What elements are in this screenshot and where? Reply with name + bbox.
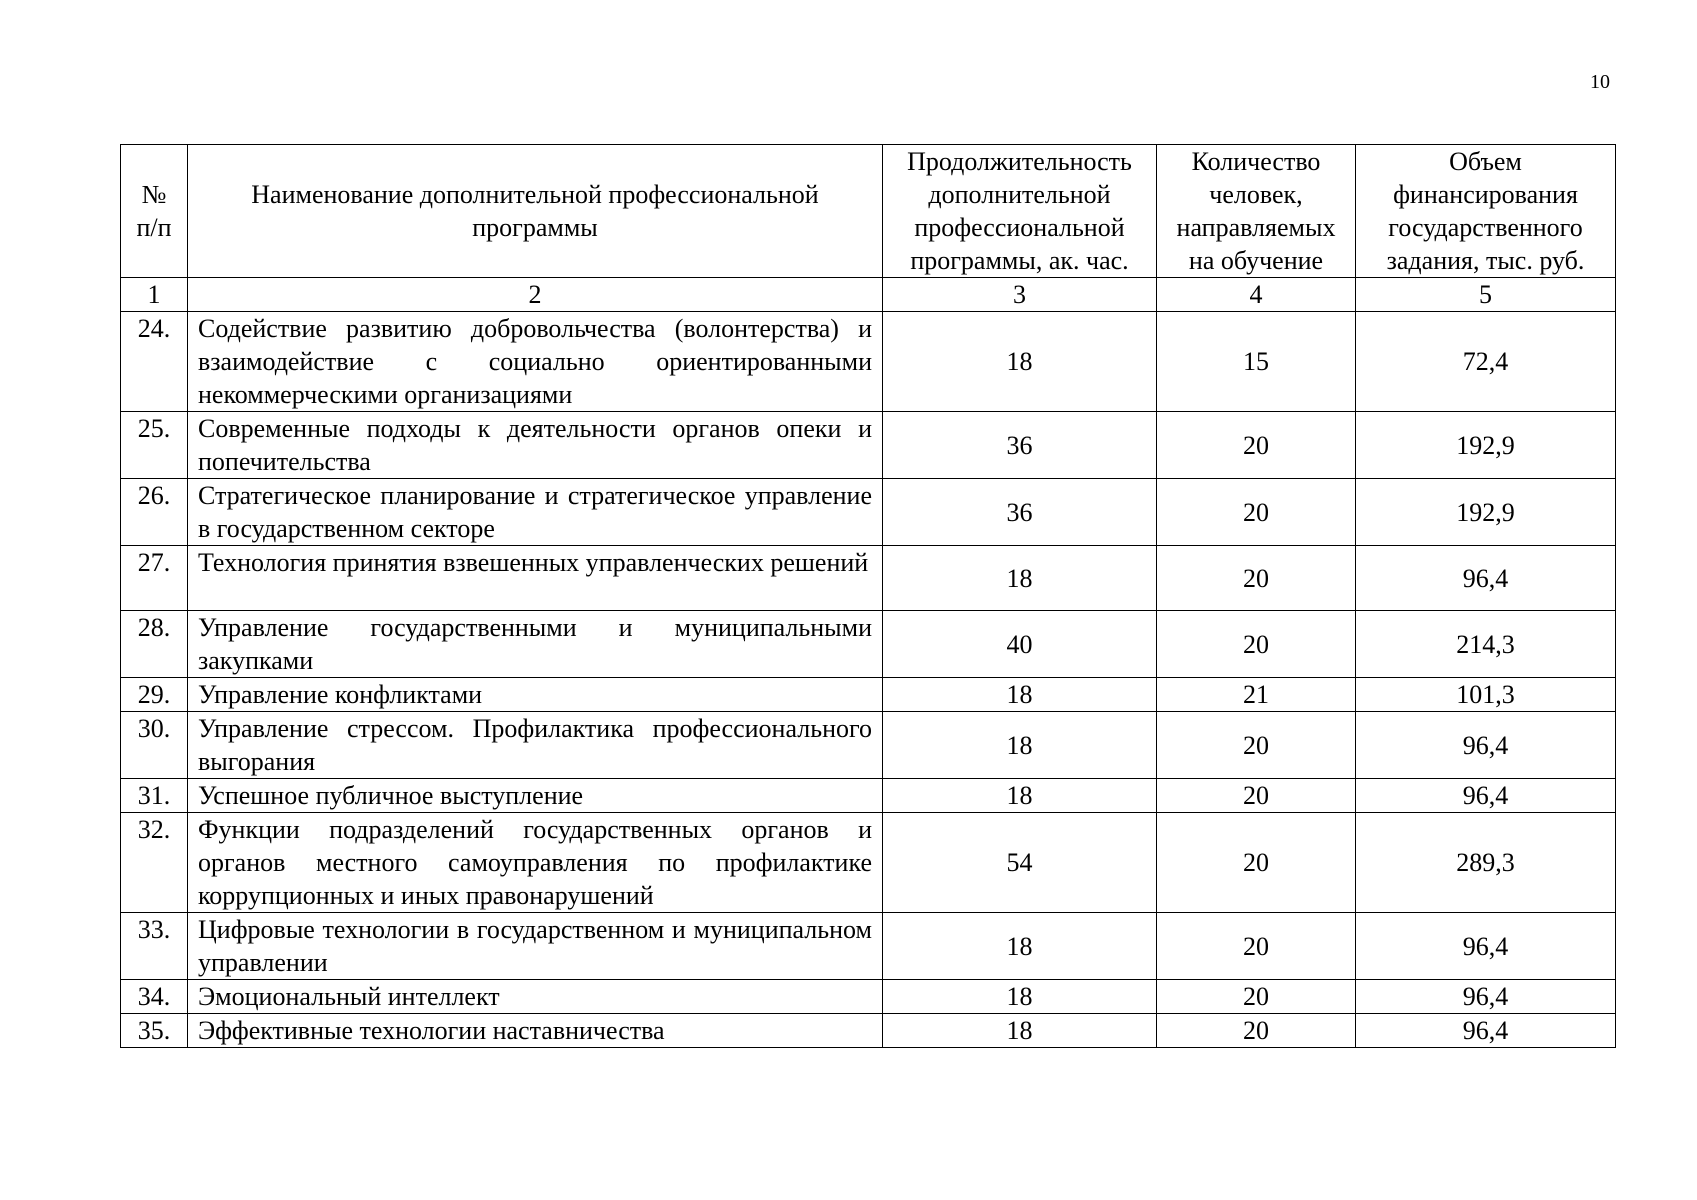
table-row <box>121 611 1616 678</box>
row-number: 26. <box>121 479 188 546</box>
header-program-name: Наименование дополнительной профессиональной программы <box>188 145 883 278</box>
row-number: 29. <box>121 678 188 712</box>
people-count: 20 <box>1157 712 1356 779</box>
program-name: Управление конфликтами <box>188 678 883 712</box>
people-count: 20 <box>1157 980 1356 1014</box>
program-name: Стратегическое планирование и стратегическое управление в государственном секторе <box>188 479 883 546</box>
funding-amount: 96,4 <box>1356 980 1616 1014</box>
table-row <box>121 546 1616 611</box>
funding-amount: 192,9 <box>1356 479 1616 546</box>
row-number: 33. <box>121 913 188 980</box>
duration-hours: 40 <box>883 611 1157 678</box>
people-count: 20 <box>1157 779 1356 813</box>
program-name: Функции подразделений государственных органов и органов местного самоуправления по профилактике коррупционных и иных правонарушений <box>188 813 883 913</box>
duration-hours: 36 <box>883 479 1157 546</box>
table-row <box>121 412 1616 479</box>
people-count: 20 <box>1157 412 1356 479</box>
program-name: Эффективные технологии наставничества <box>188 1014 883 1048</box>
duration-hours: 18 <box>883 546 1157 611</box>
table-row <box>121 678 1616 712</box>
row-number: 30. <box>121 712 188 779</box>
duration-hours: 18 <box>883 779 1157 813</box>
duration-hours: 36 <box>883 412 1157 479</box>
funding-amount: 96,4 <box>1356 913 1616 980</box>
people-count: 20 <box>1157 913 1356 980</box>
funding-amount: 96,4 <box>1356 1014 1616 1048</box>
table-row <box>121 813 1616 913</box>
funding-amount: 96,4 <box>1356 546 1616 611</box>
duration-hours: 18 <box>883 678 1157 712</box>
table-row <box>121 980 1616 1014</box>
header-number: № п/п <box>121 145 188 278</box>
header-funding: Объем финансирования государственного задания, тыс. руб. <box>1356 145 1616 278</box>
column-number: 5 <box>1356 278 1616 312</box>
column-number: 3 <box>883 278 1157 312</box>
table-header-row <box>121 145 1616 278</box>
people-count: 20 <box>1157 1014 1356 1048</box>
column-number: 2 <box>188 278 883 312</box>
funding-amount: 289,3 <box>1356 813 1616 913</box>
column-number: 1 <box>121 278 188 312</box>
row-number: 25. <box>121 412 188 479</box>
program-name: Успешное публичное выступление <box>188 779 883 813</box>
programs-table <box>120 144 1616 1048</box>
duration-hours: 18 <box>883 1014 1157 1048</box>
table-row <box>121 1014 1616 1048</box>
people-count: 20 <box>1157 546 1356 611</box>
header-duration: Продолжительность дополнительной профессиональной программы, ак. час. <box>883 145 1157 278</box>
program-name: Управление стрессом. Профилактика профессионального выгорания <box>188 712 883 779</box>
header-people-count: Количество человек, направляемых на обучение <box>1157 145 1356 278</box>
row-number: 27. <box>121 546 188 611</box>
people-count: 20 <box>1157 611 1356 678</box>
funding-amount: 96,4 <box>1356 779 1616 813</box>
funding-amount: 192,9 <box>1356 412 1616 479</box>
duration-hours: 54 <box>883 813 1157 913</box>
people-count: 15 <box>1157 312 1356 412</box>
row-number: 31. <box>121 779 188 813</box>
program-name: Цифровые технологии в государственном и муниципальном управлении <box>188 913 883 980</box>
duration-hours: 18 <box>883 712 1157 779</box>
table-row <box>121 712 1616 779</box>
program-name: Управление государственными и муниципальными закупками <box>188 611 883 678</box>
column-number-row <box>121 278 1616 312</box>
column-number: 4 <box>1157 278 1356 312</box>
row-number: 32. <box>121 813 188 913</box>
funding-amount: 101,3 <box>1356 678 1616 712</box>
people-count: 20 <box>1157 479 1356 546</box>
funding-amount: 96,4 <box>1356 712 1616 779</box>
funding-amount: 214,3 <box>1356 611 1616 678</box>
page-number: 10 <box>1590 71 1610 93</box>
row-number: 35. <box>121 1014 188 1048</box>
duration-hours: 18 <box>883 312 1157 412</box>
duration-hours: 18 <box>883 980 1157 1014</box>
program-name: Содействие развитию добровольчества (волонтерства) и взаимодействие с социально ориентированными некоммерческими организациями <box>188 312 883 412</box>
program-name: Современные подходы к деятельности органов опеки и попечительства <box>188 412 883 479</box>
funding-amount: 72,4 <box>1356 312 1616 412</box>
program-name: Эмоциональный интеллект <box>188 980 883 1014</box>
people-count: 20 <box>1157 813 1356 913</box>
table-row <box>121 779 1616 813</box>
row-number: 34. <box>121 980 188 1014</box>
table-row <box>121 479 1616 546</box>
duration-hours: 18 <box>883 913 1157 980</box>
row-number: 28. <box>121 611 188 678</box>
row-number: 24. <box>121 312 188 412</box>
table-row <box>121 312 1616 412</box>
table-row <box>121 913 1616 980</box>
program-name: Технология принятия взвешенных управленческих решений <box>188 546 883 611</box>
people-count: 21 <box>1157 678 1356 712</box>
